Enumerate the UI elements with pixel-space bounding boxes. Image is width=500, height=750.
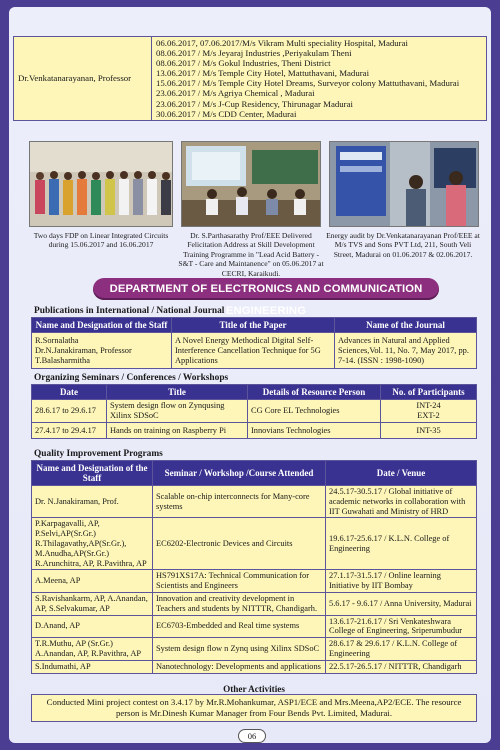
qip-staff: S.Ravishankarm, AP, A.Anandan, AP, S.Selvakumar, AP xyxy=(32,592,153,615)
table-row xyxy=(32,422,477,439)
qip-staff: S.Indumathi, AP xyxy=(32,660,153,673)
other-activities-text: Conducted Mini project contest on 3.4.17 by Mr.R.Mohankumar, ASP1/ECE and Mrs.Meena,AP2/ECE. The resource person is Mr.Dinesh Kumar Manager from Four Bends Pvt. Limited, Madurai. xyxy=(31,694,477,722)
table-row xyxy=(32,592,477,615)
qip-course: System design flow n Zynq using Xilinx SDSoC xyxy=(153,638,326,661)
section-title: Publications in International / National Journal xyxy=(34,306,225,316)
visit-faculty: Dr.Venkatanarayanan, Professor xyxy=(14,37,152,121)
visit-entry: 08.06.2017 / M/s Gokul Industries, Theni District xyxy=(156,58,331,69)
column-header: Date xyxy=(32,385,107,400)
column-header: Name of the Journal xyxy=(335,318,477,333)
seminar-date: 28.6.17 to 29.6.17 xyxy=(32,400,107,423)
qip-staff: D.Anand, AP xyxy=(32,615,153,638)
photo-caption: Energy audit by Dr.Venkatanarayanan Prof/EEE at M/s TVS and Sons PVT Ltd, 211, South Veli Street, Madurai on 01.06.2017 & 02.06.2017. xyxy=(326,231,480,259)
publication-journal: Advances in Natural and Applied Sciences,Vol. 11, No. 7, May 2017, pp. 7-14. (ISSN : 1998-1090) xyxy=(335,333,477,369)
section-title: Quality Improvement Programs xyxy=(34,449,163,459)
photo-energy-audit xyxy=(329,141,479,227)
table-row xyxy=(32,486,477,518)
staff-name: R.Sornalatha xyxy=(35,336,79,345)
seminar-date: 27.4.17 to 29.4.17 xyxy=(32,422,107,439)
newsletter-page xyxy=(9,7,491,743)
staff-name: T.Balasharmitha xyxy=(35,355,90,365)
seminar-photo-image xyxy=(182,142,321,227)
column-header: No. of Participants xyxy=(381,385,477,400)
qip-venue: 19.6.17-25.6.17 / K.L.N. College of Engineering xyxy=(326,518,477,570)
table-row xyxy=(32,518,477,570)
seminar-title: System design flow on Zynqusing Xilinx SDSoC xyxy=(107,400,248,423)
qip-course: Innovation and creativity development in Teachers and students by NITTTR, Chandigarh. xyxy=(153,592,326,615)
group-photo-image xyxy=(30,142,173,227)
publication-title: A Novel Energy Methodical Digital Self-Interference Cancellation Technique for 5G Applications xyxy=(172,333,335,369)
publication-staff xyxy=(32,333,172,369)
table-row xyxy=(32,638,477,661)
energy-audit-photo-image xyxy=(330,142,479,227)
page-number: 06 xyxy=(238,729,266,743)
column-header: Title xyxy=(107,385,248,400)
staff-name: Dr.N.Janakiraman, Professor xyxy=(35,345,132,355)
qip-staff: P.Karpagavalli, AP, P.Selvi,AP(Sr.Gr.) R.Thilagavathy,AP(Sr.Gr.), M.Anudha,AP(Sr.Gr.) R.Arunchitra, AP, R.Pavithra, AP xyxy=(32,518,153,570)
participant-count: EXT-2 xyxy=(417,410,440,420)
industry-visit-table xyxy=(13,36,487,121)
table-row xyxy=(32,615,477,638)
column-header: Title of the Paper xyxy=(172,318,335,333)
seminars-section xyxy=(31,371,477,439)
column-header: Details of Resource Person xyxy=(248,385,381,400)
visit-entry: 06.06.2017, 07.06.2017/M/s Vikram Multi speciality Hospital, Madurai xyxy=(156,38,408,48)
qip-table xyxy=(31,460,477,674)
section-title: Organizing Seminars / Conferences / Workshops xyxy=(34,373,229,383)
qip-course: Nanotechnology: Developments and applications xyxy=(153,660,326,673)
visit-entry: 30.06.2017 / M/s CDD Center, Madurai xyxy=(156,108,297,119)
table-row xyxy=(32,400,477,423)
table-row xyxy=(32,570,477,593)
qip-venue: 28.6.17 & 29.6.17 / K.L.N. College of Engineering xyxy=(326,638,477,661)
qip-staff: T.R.Muthu, AP (Sr.Gr.) A.Anandan, AP, R.Pavithra, AP xyxy=(32,638,153,661)
participant-count: INT-24 xyxy=(416,401,441,410)
table-row xyxy=(32,660,477,673)
participant-count: INT-35 xyxy=(416,425,441,435)
publications-table xyxy=(31,317,477,369)
photo-caption: Dr. S.Parthasarathy Prof/EEE Delivered Felicitation Address at Skill Development Training Programme in "Lead Acid Battery - S&T - Care and Maintanence" on 05.06.2017 at CECRI, Karaikudi. xyxy=(178,231,324,278)
qip-staff: A.Meena, AP xyxy=(32,570,153,593)
column-header: Seminar / Workshop /Course Attended xyxy=(153,461,326,486)
seminar-person: Innovians Technologies xyxy=(248,422,381,439)
qip-course: EC6202-Electronic Devices and Circuits xyxy=(153,518,326,570)
section-title: Other Activities xyxy=(223,684,285,694)
qip-venue: 13.6.17-21.6.17 / Sri Venkateshwara College of Engineering, Sriperumbudur xyxy=(326,615,477,638)
seminar-participants xyxy=(381,400,477,423)
column-header: Name and Designation of the Staff xyxy=(32,318,172,333)
publications-section xyxy=(31,304,477,369)
qip-venue: 5.6.17 - 9.6.17 / Anna University, Madurai xyxy=(326,592,477,615)
seminar-title: Hands on training on Raspberry Pi xyxy=(107,422,248,439)
seminars-table xyxy=(31,384,477,439)
photo-caption: Two days FDP on Linear Integrated Circuits during 15.06.2017 and 16.06.2017 xyxy=(33,231,169,250)
table-row xyxy=(32,333,477,369)
qip-course: HS791XS17A: Technical Communication for Scientists and Engineers xyxy=(153,570,326,593)
photo-felicitation xyxy=(181,141,321,227)
seminar-person: CG Core EL Technologies xyxy=(248,400,381,423)
qip-venue: 22.5.17-26.5.17 / NITTTR, Chandigarh xyxy=(326,660,477,673)
seminar-participants xyxy=(381,422,477,439)
qip-course: EC6703-Embedded and Real time systems xyxy=(153,615,326,638)
photo-strip xyxy=(29,141,479,277)
visit-entry: 15.06.2017 / M/s Temple City Hotel Dreams, Surveyor colony Mattuthavani, Madurai xyxy=(156,78,460,89)
qip-venue: 24.5.17-30.5.17 / Global initiative of academic networks in collaboration with IIT Guwahati and Ministry of HRD xyxy=(326,486,477,518)
qip-section xyxy=(31,447,477,674)
visit-entry: 23.06.2017 / M/s Agriya Chemical , Madurai xyxy=(156,88,315,99)
visit-entry: 13.06.2017 / M/s Temple City Hotel, Mattuthavani, Madurai xyxy=(156,68,370,79)
qip-venue: 27.1.17-31.5.17 / Online learning Initiative by IIT Bombay xyxy=(326,570,477,593)
visit-entry: 23.06.2017 / M/s J-Cup Residency, Thirunagar Madurai xyxy=(156,98,353,109)
visit-entries xyxy=(152,37,487,121)
visit-entry: 08.06.2017 / M/s Jeyaraj Industries ,Periyakulam Theni xyxy=(156,48,352,59)
column-header: Date / Venue xyxy=(326,461,477,486)
qip-staff: Dr. N.Janakiraman, Prof. xyxy=(32,486,153,518)
department-banner: DEPARTMENT OF ELECTRONICS AND COMMUNICATION ENGINEERING xyxy=(93,278,439,300)
other-activities-section xyxy=(31,684,477,722)
photo-fdp-group xyxy=(29,141,173,227)
qip-course: Scalable on-chip interconnects for Many-core systems xyxy=(153,486,326,518)
column-header: Name and Designation of the Staff xyxy=(32,461,153,486)
